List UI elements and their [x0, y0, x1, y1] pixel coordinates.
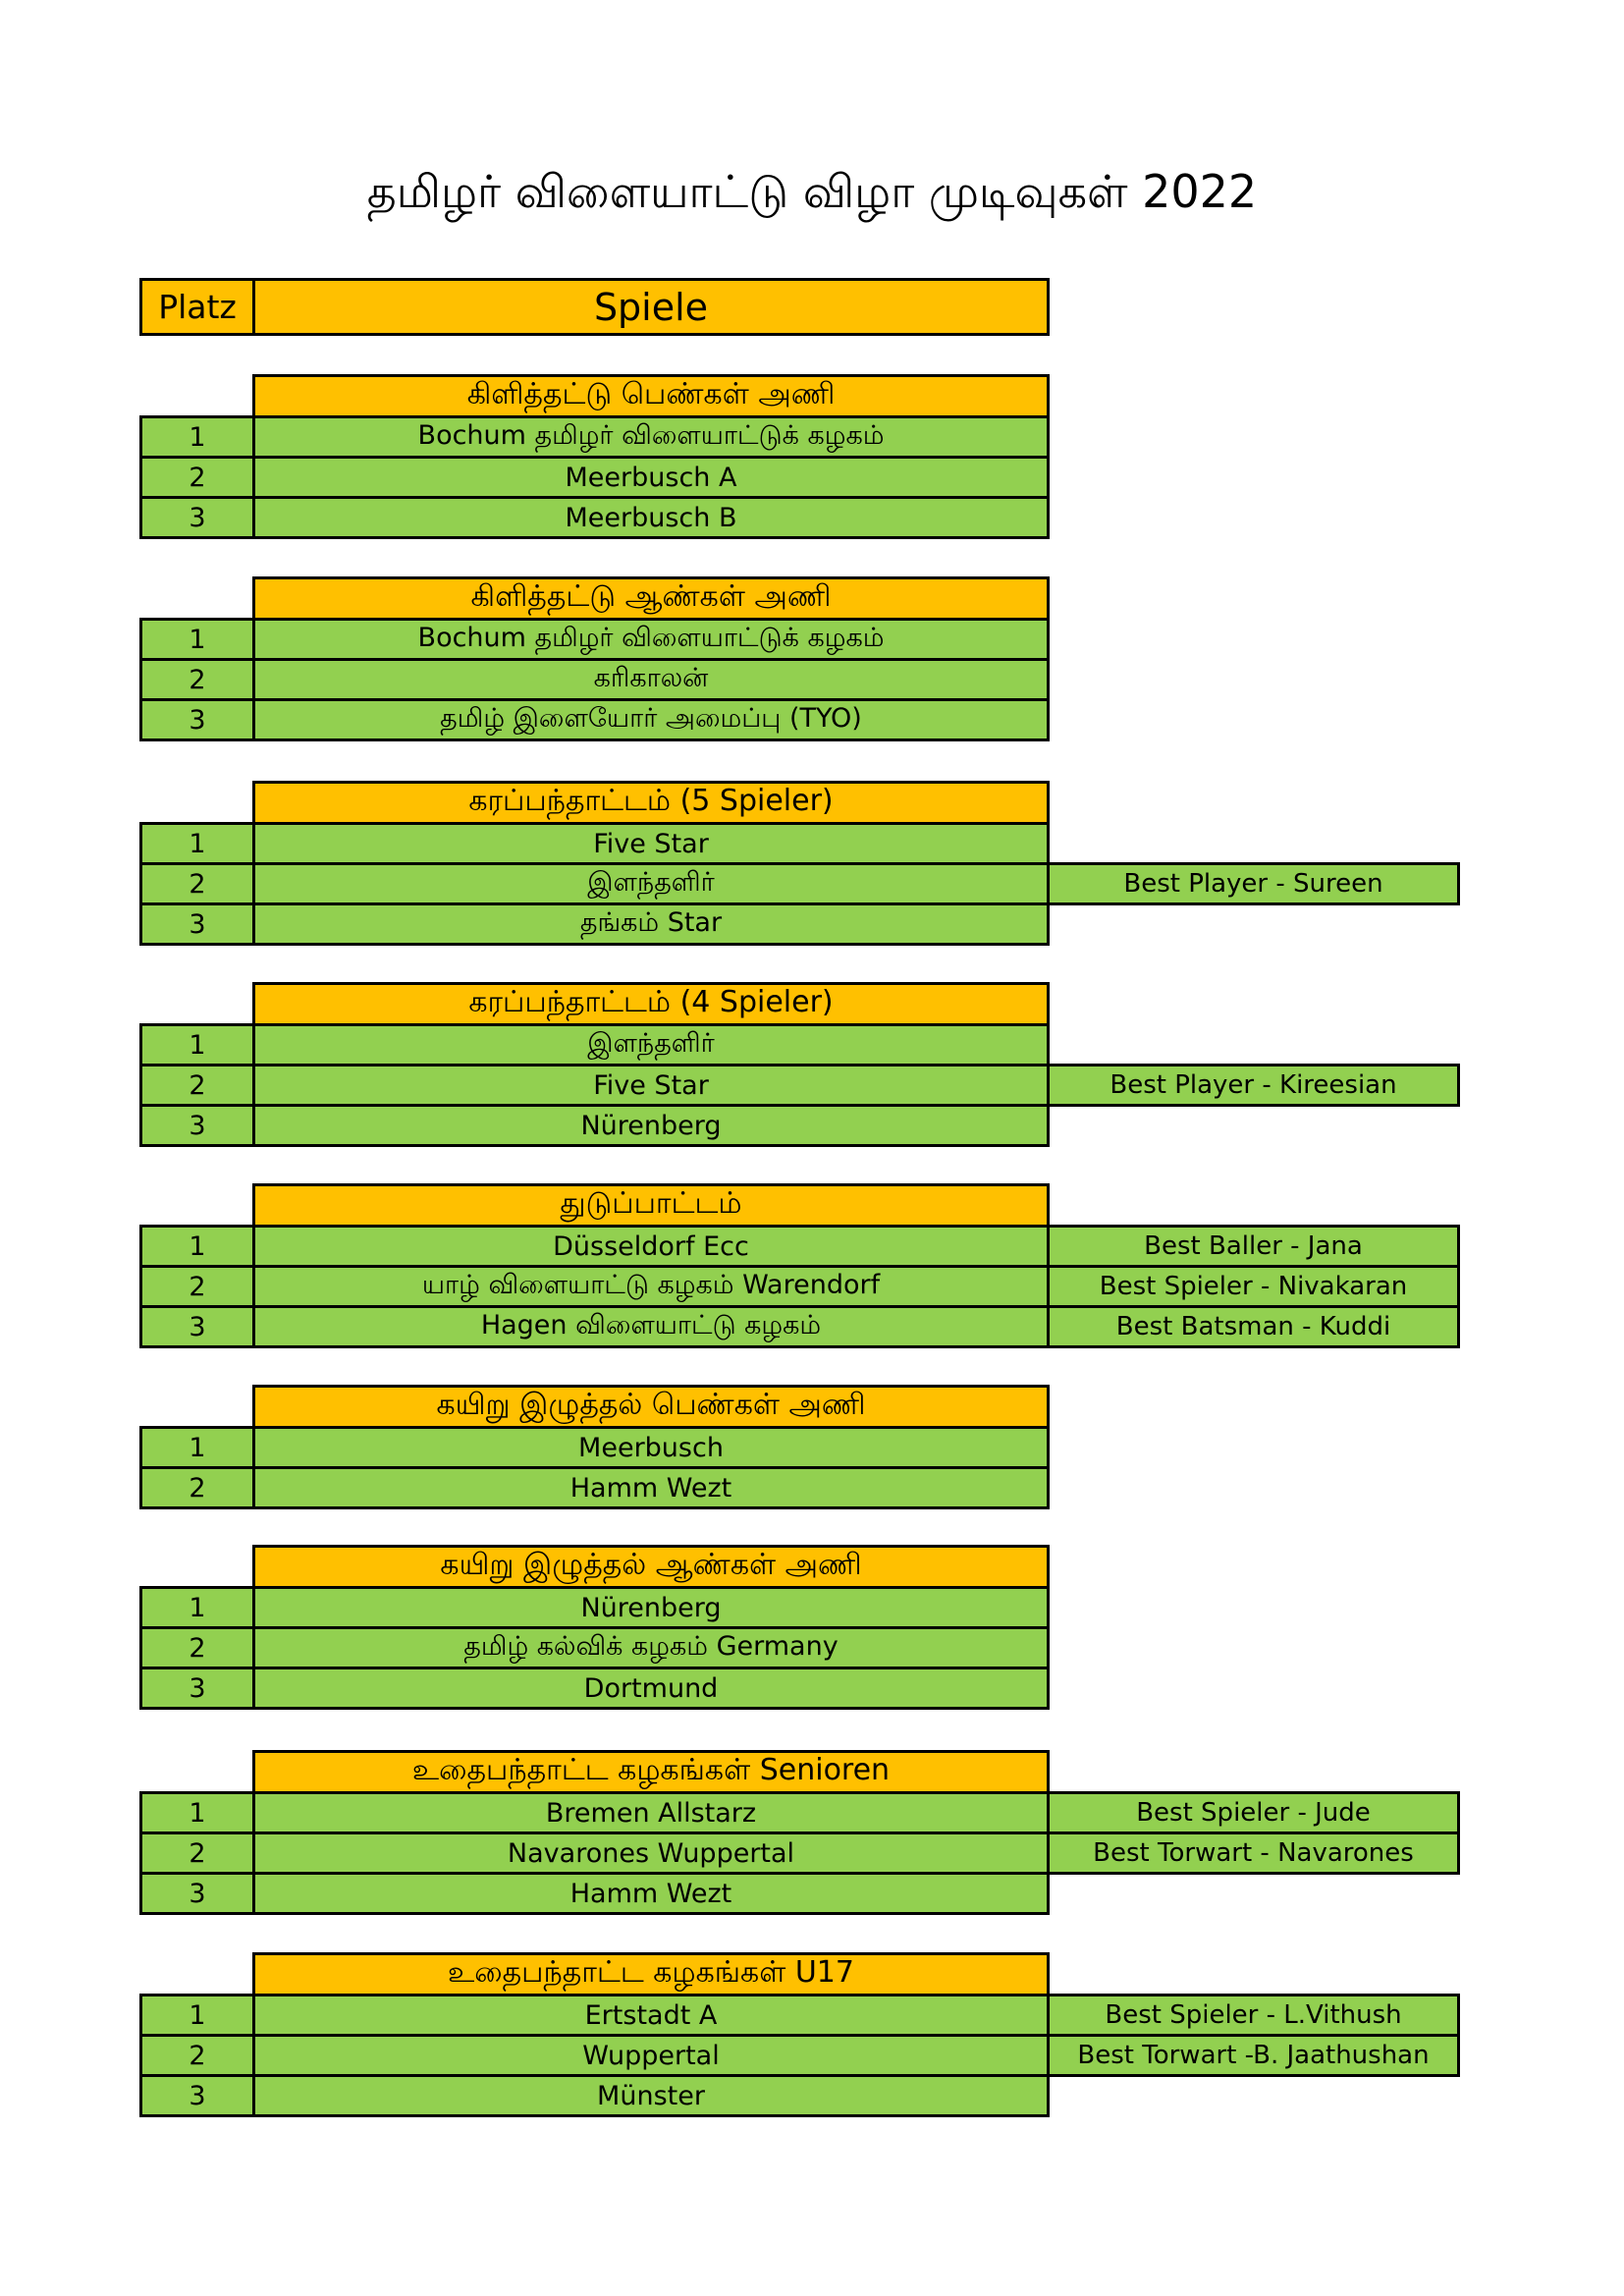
team-cell: Five Star: [252, 822, 1050, 865]
award-cell: Best Batsman - Kuddi: [1047, 1305, 1460, 1348]
section-title: துடுப்பாட்டம்: [252, 1183, 1050, 1228]
award-cell: Best Spieler - L.Vithush: [1047, 1994, 1460, 2037]
award-cell: Best Spieler - Jude: [1047, 1791, 1460, 1834]
rank-cell: 1: [139, 1994, 255, 2037]
team-cell: யாழ் விளையாட்டு கழகம் Warendorf: [252, 1265, 1050, 1308]
rank-cell: 1: [139, 822, 255, 865]
team-cell: Bochum தமிழர் விளையாட்டுக் கழகம்: [252, 618, 1050, 661]
rank-cell: 1: [139, 1791, 255, 1834]
rank-cell: 2: [139, 1265, 255, 1308]
team-cell: தமிழ் கல்விக் கழகம் Germany: [252, 1626, 1050, 1669]
team-cell: Navarones Wuppertal: [252, 1831, 1050, 1875]
rank-cell: 2: [139, 1466, 255, 1509]
team-cell: Nürenberg: [252, 1586, 1050, 1629]
rank-cell: 1: [139, 1225, 255, 1268]
section-title: கயிறு இழுத்தல் ஆண்கள் அணி: [252, 1545, 1050, 1589]
rank-cell: 2: [139, 1064, 255, 1107]
team-cell: தமிழ் இளையோர் அமைப்பு (TYO): [252, 698, 1050, 741]
rank-cell: 3: [139, 2074, 255, 2117]
team-cell: Nürenberg: [252, 1104, 1050, 1147]
rank-cell: 3: [139, 1104, 255, 1147]
rank-cell: 3: [139, 1667, 255, 1710]
rank-cell: 3: [139, 698, 255, 741]
team-cell: Wuppertal: [252, 2034, 1050, 2077]
rank-cell: 1: [139, 415, 255, 459]
rank-cell: 3: [139, 496, 255, 539]
section-title: உதைபந்தாட்ட கழகங்கள் Senioren: [252, 1750, 1050, 1794]
award-cell: Best Player - Kireesian: [1047, 1064, 1460, 1107]
spiele-header: Spiele: [252, 278, 1050, 336]
team-cell: Five Star: [252, 1064, 1050, 1107]
team-cell: இளந்தளிர்: [252, 862, 1050, 905]
rank-cell: 2: [139, 862, 255, 905]
rank-cell: 2: [139, 456, 255, 499]
award-cell: Best Torwart -B. Jaathushan: [1047, 2034, 1460, 2077]
section-title: கிளித்தட்டு பெண்கள் அணி: [252, 374, 1050, 418]
rank-cell: 3: [139, 1305, 255, 1348]
page-title: தமிழர் விளையாட்டு விழா முடிவுகள் 2022: [366, 165, 1258, 218]
team-cell: Dortmund: [252, 1667, 1050, 1710]
award-cell: Best Spieler - Nivakaran: [1047, 1265, 1460, 1308]
rank-cell: 3: [139, 902, 255, 946]
section-title: உதைபந்தாட்ட கழகங்கள் U17: [252, 1952, 1050, 1996]
team-cell: கரிகாலன்: [252, 658, 1050, 701]
rank-cell: 1: [139, 1586, 255, 1629]
team-cell: இளந்தளிர்: [252, 1023, 1050, 1066]
team-cell: Düsseldorf Ecc: [252, 1225, 1050, 1268]
team-cell: Hamm Wezt: [252, 1466, 1050, 1509]
team-cell: Hagen விளையாட்டு கழகம்: [252, 1305, 1050, 1348]
platz-header: Platz: [139, 278, 255, 336]
team-cell: Meerbusch A: [252, 456, 1050, 499]
section-title: கரப்பந்தாட்டம் (5 Spieler): [252, 781, 1050, 825]
team-cell: Bremen Allstarz: [252, 1791, 1050, 1834]
section-title: கரப்பந்தாட்டம் (4 Spieler): [252, 982, 1050, 1026]
team-cell: Bochum தமிழர் விளையாட்டுக் கழகம்: [252, 415, 1050, 459]
section-title: கயிறு இழுத்தல் பெண்கள் அணி: [252, 1385, 1050, 1429]
rank-cell: 2: [139, 2034, 255, 2077]
team-cell: Münster: [252, 2074, 1050, 2117]
team-cell: தங்கம் Star: [252, 902, 1050, 946]
rank-cell: 1: [139, 618, 255, 661]
award-cell: Best Baller - Jana: [1047, 1225, 1460, 1268]
rank-cell: 1: [139, 1426, 255, 1469]
section-title: கிளித்தட்டு ஆண்கள் அணி: [252, 576, 1050, 621]
rank-cell: 2: [139, 1626, 255, 1669]
team-cell: Meerbusch B: [252, 496, 1050, 539]
team-cell: Hamm Wezt: [252, 1872, 1050, 1915]
rank-cell: 2: [139, 1831, 255, 1875]
team-cell: Ertstadt A: [252, 1994, 1050, 2037]
rank-cell: 3: [139, 1872, 255, 1915]
award-cell: Best Player - Sureen: [1047, 862, 1460, 905]
rank-cell: 1: [139, 1023, 255, 1066]
team-cell: Meerbusch: [252, 1426, 1050, 1469]
award-cell: Best Torwart - Navarones: [1047, 1831, 1460, 1875]
rank-cell: 2: [139, 658, 255, 701]
